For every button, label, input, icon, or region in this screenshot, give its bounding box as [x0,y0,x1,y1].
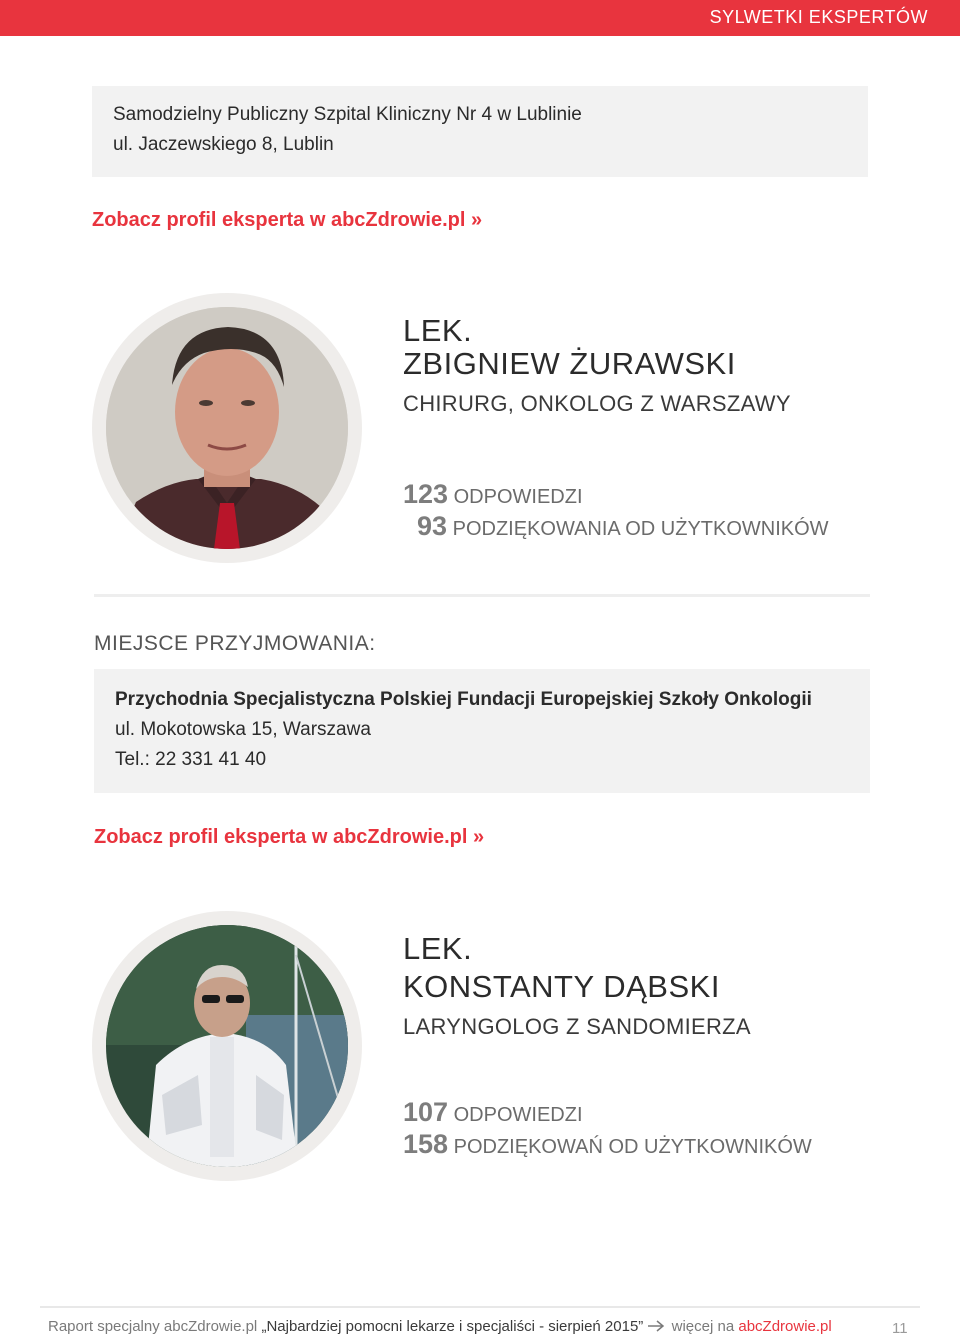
footer [48,1318,928,1338]
expert2-thanks-count: 158 [403,1129,449,1159]
expert1-thanks [417,511,829,542]
expert1-answers [403,479,583,510]
arrow-right-icon [647,1319,667,1336]
footer-report: Raport specjalny abcZdrowie.pl [48,1318,258,1335]
expert1-thanks-label: PODZIĘKOWANIA OD UŻYTKOWNIKÓW [452,518,829,540]
location-name: Samodzielny Publiczny Szpital Kliniczny Nr 4 w Lublinie [113,104,582,125]
location-name: Przychodnia Specjalistyczna Polskiej Fundacji Europejskiej Szkoły Onkologii [115,689,812,710]
footer-quote: „Najbardziej pomocni lekarze i specjaliści - sierpień 2015” [261,1318,644,1335]
expert2-photo [106,925,348,1167]
location-box-expert1 [94,669,870,793]
expert1-photo [106,307,348,549]
expert2-answers [403,1097,583,1128]
profile-link-expert1[interactable]: Zobacz profil eksperta w abcZdrowie.pl » [94,826,485,848]
expert2-thanks [403,1129,812,1160]
footer-more-label: więcej na [671,1318,735,1335]
footer-more-link[interactable]: abcZdrowie.pl [738,1318,832,1335]
expert1-avatar-frame [92,293,362,563]
location-address: ul. Jaczewskiego 8, Lublin [113,134,334,155]
header-bar [0,0,960,36]
section-divider [94,594,870,597]
expert2-answers-label: ODPOWIEDZI [453,1104,583,1126]
page-number: 11 [892,1320,908,1337]
expert2-thanks-label: PODZIĘKOWAŃ OD UŻYTKOWNIKÓW [453,1136,812,1158]
location-phone: Tel.: 22 331 41 40 [115,749,267,770]
location-heading: MIEJSCE PRZYJMOWANIA: [94,632,376,655]
profile-link-prev[interactable]: Zobacz profil eksperta w abcZdrowie.pl » [92,209,483,231]
expert1-specialty: CHIRURG, ONKOLOG Z WARSZAWY [403,391,791,416]
location-box-prev [92,86,868,177]
location-address: ul. Mokotowska 15, Warszawa [115,719,371,740]
footer-divider [40,1306,920,1308]
expert1-answers-count: 123 [403,479,449,509]
expert1-prefix: LEK. [403,313,473,348]
expert1-name: ZBIGNIEW ŻURAWSKI [403,346,736,381]
expert2-answers-count: 107 [403,1097,449,1127]
expert1-thanks-count: 93 [417,511,448,541]
section-title: SYLWETKI EKSPERTÓW [709,7,928,27]
expert1-answers-label: ODPOWIEDZI [453,486,583,508]
expert2-name: KONSTANTY DĄBSKI [403,969,720,1004]
expert2-specialty: LARYNGOLOG Z SANDOMIERZA [403,1014,751,1039]
expert2-avatar-frame [92,911,362,1181]
expert2-prefix: LEK. [403,931,473,966]
